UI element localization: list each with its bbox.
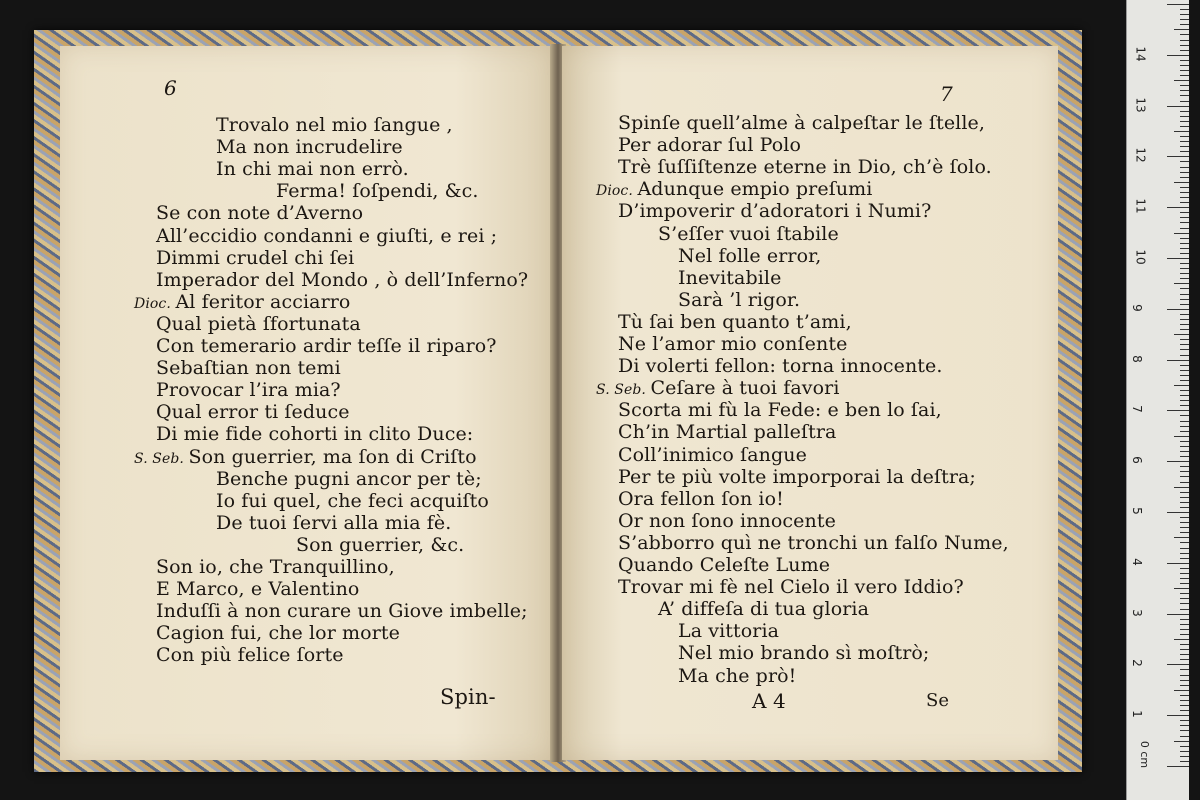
verse-line: [156, 556, 395, 578]
verse-text: Son io, che Tranquillino,: [156, 556, 395, 578]
verse-text: Ne l’amor mio conſente: [618, 333, 848, 355]
verse-line: [618, 355, 943, 377]
ruler-tick: [1180, 426, 1189, 427]
ruler-tick: [1180, 476, 1189, 477]
verse-text: E Marco, e Valentino: [156, 578, 360, 601]
verse-text: Son guerrier, &c.: [296, 533, 465, 556]
ruler-tick: [1180, 75, 1189, 76]
ruler-tick: [1174, 537, 1189, 538]
verse-text: S’eſſer vuoi ſtabile: [658, 222, 839, 245]
ruler-tick: [1180, 70, 1189, 71]
ruler-tick: [1180, 441, 1189, 442]
ruler-tick: [1180, 675, 1189, 676]
verse-text: Al feritor acciarro: [175, 290, 351, 313]
ruler-tick: [1180, 202, 1189, 203]
ruler-tick: [1167, 207, 1189, 208]
ruler-number: 3: [1129, 608, 1144, 617]
ruler-tick: [1174, 131, 1189, 132]
verse-text: All’eccidio condanni e giuſti, e rei ;: [156, 224, 498, 247]
ruler-tick: [1180, 90, 1189, 91]
verse-line: [156, 335, 497, 357]
ruler-tick: [1180, 583, 1189, 584]
verse-text: Spinſe quell’alme à calpeſtar le ſtelle,: [618, 112, 985, 134]
verse-line: [618, 510, 836, 532]
ruler-tick: [1180, 593, 1189, 594]
ruler-tick: [1174, 385, 1189, 386]
ruler-tick: [1180, 573, 1189, 574]
ruler-tick: [1180, 187, 1189, 188]
verse-line: [618, 399, 942, 421]
verse-line: [618, 112, 985, 134]
ruler-tick: [1167, 360, 1189, 361]
ruler-tick: [1180, 471, 1189, 472]
verse-text: Or non ſono innocente: [618, 509, 836, 532]
ruler-tick: [1180, 695, 1189, 696]
left-page: [60, 46, 554, 760]
verse-text: Sebaſtian non temi: [156, 357, 341, 380]
ruler-tick: [1180, 680, 1189, 681]
verse-line: [156, 622, 400, 644]
verse-line: [678, 642, 929, 664]
verse-line: [618, 421, 836, 443]
ruler-tick: [1167, 55, 1189, 56]
ruler-tick: [1167, 410, 1189, 411]
ruler-tick: [1180, 85, 1189, 86]
verse-text: De tuoi ſervi alla mia fè.: [216, 511, 452, 534]
ruler-tick: [1180, 192, 1189, 193]
verse-line: [618, 576, 964, 598]
ruler-tick: [1180, 273, 1189, 274]
ruler-tick: [1180, 542, 1189, 543]
ruler-tick: [1174, 588, 1189, 589]
speaker-label: S. Seb.: [134, 450, 189, 467]
verse-line: [156, 379, 341, 401]
verse-text: Induſſi à non curare un Giove imbelle;: [156, 600, 528, 623]
ruler-tick: [1174, 487, 1189, 488]
ruler-tick: [1180, 568, 1189, 569]
ruler-tick: [1180, 669, 1189, 670]
verse-line: [156, 202, 363, 224]
ruler-tick: [1180, 548, 1189, 549]
speaker-label: Dioc.: [134, 295, 176, 312]
ruler-tick: [1180, 466, 1189, 467]
ruler-tick: [1180, 212, 1189, 213]
ruler-tick: [1180, 253, 1189, 254]
ruler-tick: [1180, 497, 1189, 498]
ruler-tick: [1174, 80, 1189, 81]
ruler-tick: [1180, 294, 1189, 295]
verse-text: Ceſare à tuoi favori: [650, 377, 840, 400]
ruler-number: 4: [1129, 557, 1144, 566]
ruler-tick: [1180, 578, 1189, 579]
ruler-tick: [1180, 319, 1189, 320]
ruler-tick: [1167, 715, 1189, 716]
ruler-tick: [1180, 288, 1189, 289]
verse-line: [678, 289, 800, 311]
ruler-tick: [1180, 421, 1189, 422]
ruler-tick: [1180, 121, 1189, 122]
ruler-tick: [1180, 527, 1189, 528]
ruler-tick: [1180, 400, 1189, 401]
ruler-number: 1: [1129, 710, 1144, 719]
ruler-tick: [1180, 517, 1189, 518]
verse-line: [216, 490, 489, 512]
ruler-tick: [1180, 101, 1189, 102]
verse-line: [618, 156, 992, 178]
ruler-number: 2: [1129, 659, 1144, 668]
speaker-label: Dioc.: [596, 183, 638, 200]
verse-text: Cagion fui, che lor morte: [156, 622, 400, 645]
right-page-number: 7: [940, 82, 953, 106]
ruler-number: 5: [1129, 507, 1144, 515]
verse-line: [134, 291, 350, 315]
ruler-tick: [1180, 532, 1189, 533]
ruler-number: 8: [1129, 354, 1144, 363]
verse-line: [216, 158, 409, 180]
verse-line: [216, 512, 451, 534]
verse-text: Se con note d’Averno: [156, 202, 364, 225]
ruler-tick: [1180, 65, 1189, 66]
ruler-tick: [1167, 461, 1189, 462]
verse-line: [156, 644, 344, 666]
ruler-tick: [1174, 334, 1189, 335]
verse-text: Con più felice ſorte: [156, 644, 344, 667]
ruler-tick: [1180, 95, 1189, 96]
ruler-tick: [1180, 172, 1189, 173]
verse-line: [156, 401, 350, 423]
left-catchword: Spin-: [440, 685, 496, 709]
ruler-tick: [1167, 766, 1189, 767]
verse-text: Trovalo nel mio ſangue ,: [216, 114, 453, 136]
ruler-tick: [1167, 512, 1189, 513]
ruler-tick: [1180, 197, 1189, 198]
ruler-tick: [1180, 390, 1189, 391]
ruler-tick: [1174, 283, 1189, 284]
ruler-tick: [1180, 355, 1189, 356]
verse-text: Con temerario ardir teſſe il riparo?: [156, 335, 497, 357]
ruler-tick: [1180, 705, 1189, 706]
verse-text: Imperador del Mondo , ò dell’Inferno?: [156, 268, 529, 291]
ruler-tick: [1180, 339, 1189, 340]
ruler-tick: [1167, 614, 1189, 615]
verse-text: Ora fellon ſon io!: [618, 487, 784, 510]
ruler-tick: [1180, 304, 1189, 305]
ruler-tick: [1180, 710, 1189, 711]
ruler-tick: [1174, 741, 1189, 742]
verse-line: [678, 620, 779, 642]
verse-line: [658, 598, 869, 620]
ruler-tick: [1167, 258, 1189, 259]
verse-line: [596, 377, 840, 401]
verse-line: [618, 134, 801, 156]
verse-line: [658, 223, 839, 245]
verse-line: [618, 466, 976, 488]
verse-line: [156, 357, 341, 379]
verse-text: Sarà ’l rigor.: [678, 288, 801, 311]
verse-text: Qual pietà ſfortunata: [156, 312, 361, 335]
verse-text: Dimmi crudel chi ſei: [156, 246, 355, 269]
ruler-tick: [1180, 146, 1189, 147]
verse-line: [618, 532, 1009, 554]
ruler-tick: [1180, 558, 1189, 559]
ruler-number: 14: [1133, 46, 1148, 62]
ruler-tick: [1167, 563, 1189, 564]
verse-line: [618, 554, 830, 576]
right-page: [562, 46, 1058, 760]
ruler-tick: [1180, 278, 1189, 279]
ruler-tick: [1180, 634, 1189, 635]
ruler-tick: [1180, 746, 1189, 747]
ruler-number: 13: [1133, 96, 1148, 113]
ruler-tick: [1180, 45, 1189, 46]
ruler-tick: [1180, 177, 1189, 178]
verse-text: A’ diffeſa di tua gloria: [658, 598, 870, 621]
ruler-tick: [1180, 116, 1189, 117]
ruler-tick: [1180, 50, 1189, 51]
verse-text: La vittoria: [678, 620, 780, 643]
ruler-tick: [1180, 238, 1189, 239]
ruler-tick: [1180, 507, 1189, 508]
ruler-tick: [1180, 14, 1189, 15]
verse-text: Di volerti fellon: torna innocente.: [618, 355, 943, 378]
verse-line: [618, 444, 807, 466]
verse-text: Trè ſuſſiſtenze eterne in Dio, ch’è ſolo.: [618, 156, 992, 179]
verse-text: Ch’in Martial palleſtra: [618, 421, 837, 444]
signature-mark: A 4: [752, 689, 786, 713]
verse-line: [678, 245, 821, 267]
ruler-tick: [1180, 217, 1189, 218]
ruler-tick: [1180, 451, 1189, 452]
ruler-tick: [1180, 644, 1189, 645]
verse-line: [156, 269, 528, 291]
verse-line: [216, 136, 403, 158]
verse-text: Tù ſai ben quanto t’ami,: [618, 310, 852, 333]
ruler-tick: [1180, 263, 1189, 264]
speaker-label: S. Seb.: [596, 382, 651, 399]
ruler-tick: [1167, 156, 1189, 157]
ruler-tick: [1180, 725, 1189, 726]
ruler-tick: [1180, 598, 1189, 599]
ruler-tick: [1180, 228, 1189, 229]
ruler-number: 10: [1133, 249, 1148, 265]
verse-text: S’abborro quì ne tronchi un falſo Nume,: [618, 531, 1009, 554]
ruler-tick: [1180, 126, 1189, 127]
ruler-tick: [1180, 141, 1189, 142]
ruler-number: 7: [1129, 405, 1144, 414]
ruler-tick: [1167, 106, 1189, 107]
verse-text: Coll’inimico ſangue: [618, 443, 807, 466]
ruler-tick: [1180, 654, 1189, 655]
ruler-tick: [1180, 720, 1189, 721]
verse-text: Scorta mi fù la Fede: e ben lo ſai,: [618, 399, 942, 422]
verse-line: [678, 665, 796, 687]
ruler-tick: [1180, 502, 1189, 503]
ruler-tick: [1180, 375, 1189, 376]
ruler-tick: [1180, 40, 1189, 41]
ruler-tick: [1180, 314, 1189, 315]
verse-line: [618, 311, 852, 333]
ruler-tick: [1180, 222, 1189, 223]
ruler-tick: [1180, 151, 1189, 152]
ruler-tick: [1174, 29, 1189, 30]
ruler-tick: [1180, 268, 1189, 269]
ruler-tick: [1180, 161, 1189, 162]
ruler-tick: [1180, 446, 1189, 447]
verse-text: Ferma! ſoſpendi, &c.: [276, 180, 479, 203]
ruler-tick: [1180, 649, 1189, 650]
ruler-tick: [1180, 34, 1189, 35]
verse-line: [618, 200, 931, 222]
left-page-number: 6: [164, 76, 177, 100]
verse-line: [156, 600, 528, 622]
verse-text: Nel mio brando sì moſtrò;: [678, 642, 930, 665]
ruler-tick: [1180, 349, 1189, 350]
open-book: [34, 30, 1082, 772]
ruler-tick: [1180, 19, 1189, 20]
ruler-tick: [1180, 324, 1189, 325]
verse-text: Per adorar ſul Polo: [618, 134, 802, 157]
ruler-tick: [1180, 492, 1189, 493]
verse-line: [596, 178, 872, 202]
ruler-tick: [1167, 309, 1189, 310]
verse-line: [134, 446, 477, 470]
verse-line: [156, 225, 497, 247]
verse-line: [678, 267, 781, 289]
ruler-tick: [1180, 603, 1189, 604]
verse-text: Inevitabile: [678, 266, 782, 289]
verse-text: Trovar mi fè nel Cielo il vero Iddio?: [618, 576, 964, 599]
verse-line: [156, 313, 361, 335]
verse-text: Quando Celeſte Lume: [618, 554, 831, 576]
ruler-tick: [1180, 370, 1189, 371]
ruler-tick: [1180, 395, 1189, 396]
verse-text: Benche pugni ancor per tè;: [216, 467, 482, 490]
ruler-tick: [1180, 522, 1189, 523]
ruler-tick: [1180, 629, 1189, 630]
ruler-tick: [1180, 405, 1189, 406]
ruler-tick: [1180, 167, 1189, 168]
ruler-tick: [1180, 751, 1189, 752]
ruler-tick: [1180, 756, 1189, 757]
ruler-tick: [1180, 329, 1189, 330]
ruler-tick: [1174, 436, 1189, 437]
verse-text: Ma che prò!: [678, 664, 797, 687]
verse-text: Di mie fide cohorti in clito Duce:: [156, 423, 474, 446]
ruler-tick: [1180, 415, 1189, 416]
measurement-ruler: [1126, 0, 1189, 800]
ruler-tick: [1167, 4, 1189, 5]
verse-text: Provocar l’ira mia?: [156, 379, 341, 402]
ruler-tick: [1180, 736, 1189, 737]
ruler-tick: [1180, 299, 1189, 300]
verse-text: In chi mai non errò.: [216, 158, 409, 181]
ruler-tick: [1180, 456, 1189, 457]
ruler-tick: [1180, 700, 1189, 701]
verse-text: D’impoverir d’adoratori i Numi?: [618, 200, 932, 223]
ruler-tick: [1180, 136, 1189, 137]
verse-text: Nel folle error,: [678, 244, 822, 267]
ruler-tick: [1167, 664, 1189, 665]
verse-line: [296, 534, 464, 556]
verse-text: Io fui quel, che feci acquiſto: [216, 489, 489, 512]
verse-line: [156, 423, 473, 445]
ruler-tick: [1180, 685, 1189, 686]
ruler-tick: [1180, 553, 1189, 554]
ruler-tick: [1174, 690, 1189, 691]
verse-line: [216, 114, 453, 136]
right-catchword: Se: [926, 690, 950, 711]
verse-line: [156, 247, 354, 269]
ruler-tick: [1180, 365, 1189, 366]
verse-text: Per te più volte imporporai la deſtra;: [618, 465, 976, 488]
verse-text: Ma non incrudelire: [216, 136, 403, 159]
ruler-tick: [1180, 431, 1189, 432]
ruler-tick: [1180, 624, 1189, 625]
verse-line: [618, 488, 784, 510]
ruler-tick: [1180, 344, 1189, 345]
verse-text: Son guerrier, ma ſon di Criſto: [188, 445, 477, 468]
ruler-tick: [1180, 619, 1189, 620]
ruler-unit-label: 0 cm: [1138, 740, 1152, 769]
ruler-tick: [1174, 182, 1189, 183]
verse-text: Adunque empio preſumi: [637, 178, 873, 201]
verse-line: [156, 578, 359, 600]
ruler-tick: [1180, 243, 1189, 244]
ruler-tick: [1180, 9, 1189, 10]
ruler-tick: [1174, 233, 1189, 234]
verse-text: Qual error ti ſeduce: [156, 401, 350, 424]
ruler-tick: [1180, 380, 1189, 381]
ruler-tick: [1180, 659, 1189, 660]
ruler-tick: [1180, 24, 1189, 25]
ruler-number: 12: [1133, 147, 1148, 164]
verse-line: [618, 333, 847, 355]
ruler-tick: [1180, 730, 1189, 731]
verse-line: [216, 468, 482, 490]
ruler-tick: [1180, 482, 1189, 483]
ruler-tick: [1180, 60, 1189, 61]
ruler-number: 11: [1133, 198, 1148, 214]
ruler-number: 9: [1129, 303, 1144, 312]
ruler-tick: [1180, 111, 1189, 112]
ruler-tick: [1180, 609, 1189, 610]
ruler-tick: [1180, 761, 1189, 762]
ruler-tick: [1180, 248, 1189, 249]
ruler-tick: [1174, 639, 1189, 640]
ruler-number: 6: [1129, 456, 1144, 465]
verse-line: [276, 180, 479, 202]
